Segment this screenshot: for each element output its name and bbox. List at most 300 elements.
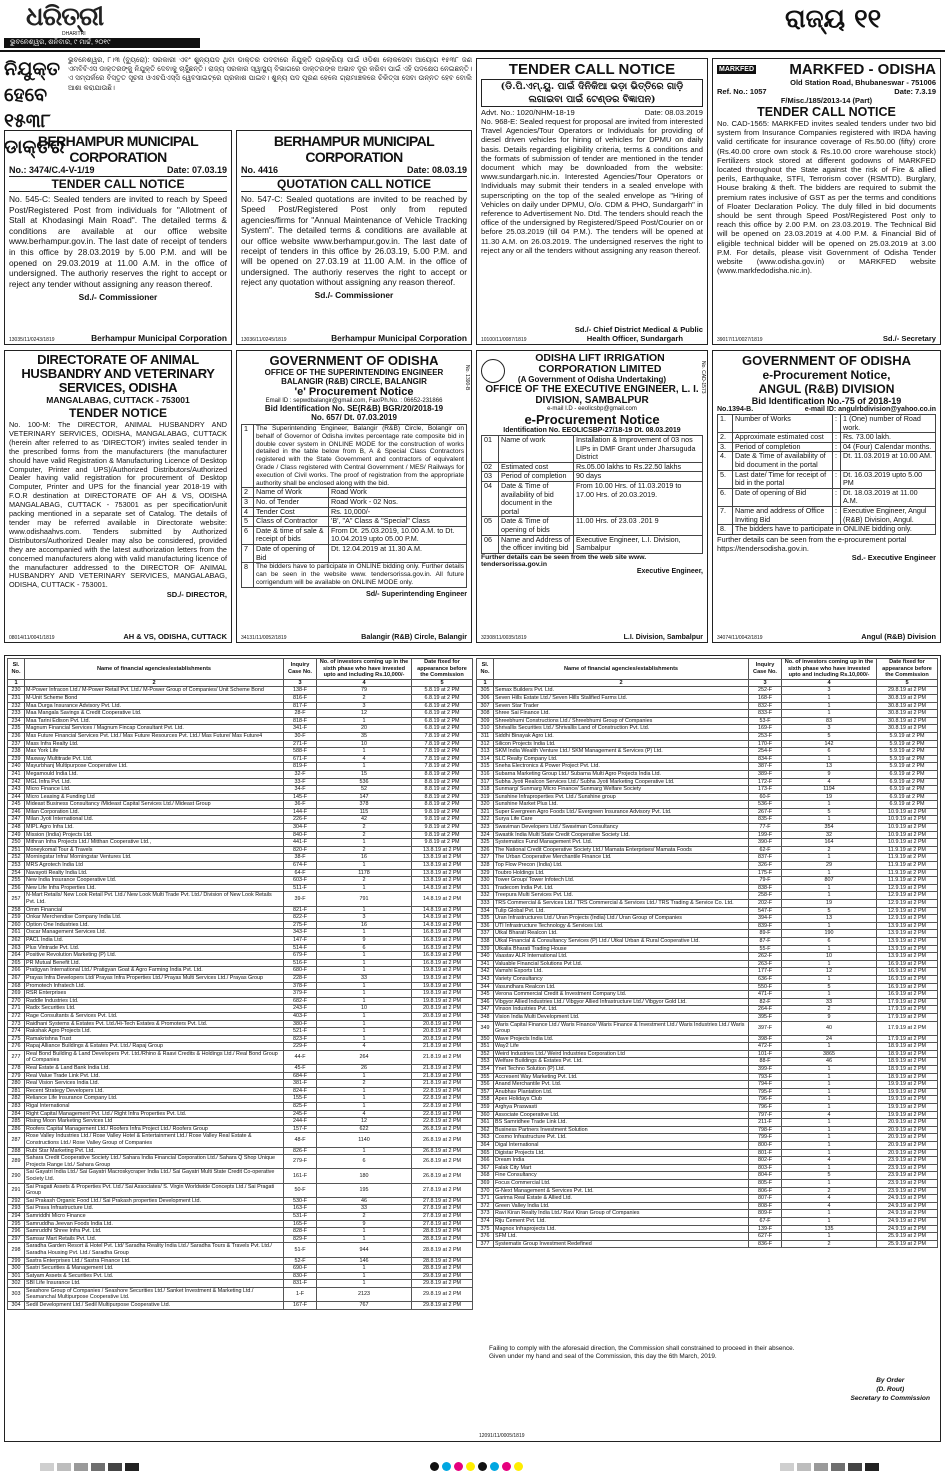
serial-number: 279 <box>8 1072 25 1080</box>
masthead-rule <box>0 50 945 52</box>
case-number: 275-F <box>284 921 317 929</box>
investor-count: 10 <box>317 740 412 748</box>
table-row <box>477 740 938 748</box>
agency-name: SFM Ltd. <box>494 1233 749 1241</box>
investor-count: 9 <box>317 1220 412 1228</box>
agency-name: Sedil Development Ltd./ Sedil Multipurpose Cooperative Ltd. <box>25 1302 284 1310</box>
serial-number: 357 <box>477 1088 494 1096</box>
investor-count: 115 <box>317 808 412 816</box>
serial-number: 250 <box>8 839 25 847</box>
agency-name: Sneha Electronics & Power Project Pvt. Ltd. <box>494 763 749 771</box>
investor-count: 1 <box>782 702 877 710</box>
row-value: Road Work <box>329 488 467 498</box>
investor-count: 146 <box>317 1257 412 1265</box>
hearing-date: 6.9.19 at 2 PM <box>877 770 938 778</box>
serial-number: 351 <box>477 1043 494 1051</box>
serial-number: 326 <box>477 846 494 854</box>
row-value: Executive Engineer, Angul (R&B) Division, Angul. <box>841 506 936 524</box>
table-row <box>477 1013 938 1021</box>
serial-number: 260 <box>8 921 25 929</box>
hearing-date: 22.8.19 at 2 PM <box>412 1110 473 1118</box>
row-number: 4. <box>718 452 733 470</box>
investor-count: 1 <box>782 1088 877 1096</box>
column-number-row <box>477 679 938 687</box>
serial-number: 340 <box>477 953 494 961</box>
ad-body: No. 545-C: Sealed tenders are invited to reach by Speed Post/Registered Post from individuals for "Allotment of Stall at Khodasingi Main Road". The detailed terms & conditions are available at our office website www.berhampur.gov.in. The last date of receipt of tenders in this office by 28.03.2019 by 5.00 P.M. and will be opened on 29.03.2019 at 11.00 A.M. in the office of undersigned. The authoriy reserves the right to accept or reject any tender without assigning any reason thereof. <box>9 194 227 289</box>
case-number: 835-F <box>749 816 782 824</box>
case-number: 387-F <box>749 763 782 771</box>
investor-count: 3 <box>317 702 412 710</box>
agency-name: Magnum Financial Services / Magnum Fincap Consultant Pvt. Ltd. <box>25 725 284 733</box>
table-row <box>477 854 938 862</box>
investor-count: 1 <box>782 1217 877 1225</box>
color-registration-dot <box>430 1462 439 1471</box>
serial-number: 269 <box>8 990 25 998</box>
ad-header <box>717 61 936 78</box>
agency-name: Oscar Management Services Ltd. <box>25 929 284 937</box>
serial-number: 238 <box>8 748 25 756</box>
agency-name: The Urban Cooperative Merchantile Finance Ltd. <box>494 854 749 862</box>
ad-number: Advt. No.: 1020/NHM-18-19 <box>481 108 575 117</box>
ad-number: Ref. No.: 1057 <box>717 87 767 96</box>
agency-name: MIPL Agro Infra Ltd. <box>25 824 284 832</box>
hearing-date: 11.9.19 at 2 PM <box>877 862 938 870</box>
case-number: 79-F <box>749 877 782 885</box>
case-number: 684-F <box>284 1072 317 1080</box>
table-row <box>8 936 473 944</box>
hearing-date: 30.8.19 at 2 PM <box>877 717 938 725</box>
ad-body: No. 968-E: Sealed request for proposal are invited from interested Travel Agencies/Tour Operators or Individuals for providing of diesel driven vehicles for hiring of vehicles for DPMU on daily basis. Details regarding eligibility criteria, terms & conditions and the formats of submission of tender are mentioned in the tender document which may be downloaded from the website: www.sundargarh.nic.in. Interested Agencies/Tour Operators or Individuals may submit their tenders in a sealed envelope with superscripting on the top of the sealed envelope as "Hiring of Vehicles on daily under DPMU, O/o. CDM & PHO, Sundargarh" in reference to Advertisement No. Dtd. The tenders should reach the office of the undersigned by Registered/Speed Post/Courier on or before 25.03.2019 (till 04 P.M.). The tenders will be opened at 11.30 A.M. on 26.03.2019. The undersigned reserves the right to reject any or all the tenders without assigning any reason thereof. <box>481 117 703 255</box>
investor-count: 42 <box>317 816 412 824</box>
table-row <box>477 717 938 725</box>
hearing-date: 5.9.19 at 2 PM <box>877 732 938 740</box>
column-header: Name of financial agencies/establishments <box>494 659 749 680</box>
row-colon: : <box>833 433 841 443</box>
investor-count: 1 <box>317 862 412 870</box>
hearing-date: 9.8.19 at 2 PM <box>412 808 473 816</box>
case-number: 682-F <box>284 997 317 1005</box>
serial-number: 244 <box>8 793 25 801</box>
serial-number: 276 <box>8 1043 25 1051</box>
agency-name: Max York Life <box>25 748 284 756</box>
agency-name: Systematix Group Investment Redefined <box>494 1240 749 1248</box>
serial-number: 273 <box>8 1020 25 1028</box>
case-number: 797-F <box>749 1111 782 1119</box>
ad-berhampur-tender <box>4 130 232 345</box>
agency-name: New Life Infra Properties Ltd. <box>25 884 284 892</box>
hearing-date: 27.8.19 at 2 PM <box>412 1212 473 1220</box>
agency-name: Semax Builders Pvt. Ltd. <box>494 687 749 695</box>
section-title: ରାଜ୍ୟ ୧୧ <box>785 4 882 34</box>
case-number: 36-F <box>284 801 317 809</box>
table-row <box>477 983 938 991</box>
serial-number: 344 <box>477 983 494 991</box>
row-number: 03 <box>482 472 499 482</box>
hearing-date: 21.8.19 at 2 PM <box>412 1080 473 1088</box>
agency-name: Treepura Multi Services Pvt. Ltd. <box>494 892 749 900</box>
serial-number: 374 <box>477 1217 494 1225</box>
case-number: 168-F <box>749 694 782 702</box>
hearing-date: 13.9.19 at 2 PM <box>877 937 938 945</box>
serial-number: 364 <box>477 1142 494 1150</box>
investor-count: 1 <box>317 1103 412 1111</box>
agency-name: Subarna Marketing Group Ltd./ Subarna Multi Agro Projects India Ltd. <box>494 770 749 778</box>
investor-count: 24 <box>782 1035 877 1043</box>
agency-name: M-Power Infracon Ltd./ M-Power Retail Pvt. Ltd./ M-Power Group of Companies/ Unit Scheme Bond <box>25 687 284 695</box>
table-row <box>8 748 473 756</box>
table-row <box>8 687 473 695</box>
investor-count: 791 <box>317 892 412 906</box>
serial-number: 342 <box>477 968 494 976</box>
case-number: 326-F <box>749 862 782 870</box>
table-row <box>8 914 473 922</box>
case-number: 793-F <box>749 1073 782 1081</box>
case-number: 155-F <box>284 1095 317 1103</box>
agency-name: Systematics Fund Management Pvt. Ltd. <box>494 839 749 847</box>
row-value: 'B', "A" Class & "Special" Class <box>329 517 467 527</box>
ad-code: 39017/11/0027/1819 <box>717 337 763 343</box>
agency-name: Seven Hills Estate Ltd./ Seven Hills Stalified Farms Ltd. <box>494 694 749 702</box>
agency-name: Mithran Infra Projects Ltd./ Mitthan Cooperative Ltd., <box>25 839 284 847</box>
investor-count: 1 <box>782 960 877 968</box>
serial-number: 369 <box>477 1179 494 1187</box>
serial-number: 283 <box>8 1103 25 1111</box>
agency-name: Focus Commercial Ltd. <box>494 1179 749 1187</box>
serial-number: 339 <box>477 945 494 953</box>
investor-count: 2 <box>317 1080 412 1088</box>
investor-count: 1 <box>317 997 412 1005</box>
case-number: 53-F <box>749 717 782 725</box>
table-row <box>242 517 467 527</box>
table-row <box>8 831 473 839</box>
case-number: 837-F <box>749 854 782 862</box>
table-row <box>8 1243 473 1257</box>
gray-registration-bar <box>108 1463 122 1471</box>
row-value: From 10.00 Hrs. of 11.03.2019 to 17.00 Hrs. of 20.03.2019. <box>574 481 703 516</box>
agency-name: Vinson Industries Pvt. Ltd. <box>494 1006 749 1014</box>
case-number: 603-F <box>284 877 317 885</box>
ad-title: e-Procurement Notice <box>524 412 660 427</box>
serial-number: 253 <box>8 862 25 870</box>
serial-number: 322 <box>477 816 494 824</box>
hearing-date: 6.9.19 at 2 PM <box>877 786 938 794</box>
table-row <box>8 906 473 914</box>
row-label: Name of Work <box>254 488 329 498</box>
row-label: Date of opening of Bid <box>733 488 833 506</box>
agency-name: Business Partners Investment Solution <box>494 1126 749 1134</box>
table-row <box>718 415 936 433</box>
ad-sign-org: AH & VS, ODISHA, CUTTACK <box>123 632 227 641</box>
table-row: 1 The Superintending Engineer, Balangir (R&B) Circle, Bolangir on behalf of Governor of Odisha invites percentage rate composite bid in double cover system in ONLINE MODE for the construction of works detailed in the table below from B, A & Special Class Contractors registered with the State Government and contractors of equivalent Grade / Class registered with Central Government / MES/ Railways for execution of Civil works. The proof of registration from the appropriate authority shall be enclosed along with the bid. <box>242 425 467 488</box>
serial-number: 303 <box>8 1287 25 1301</box>
hearing-date: 10.9.19 at 2 PM <box>877 816 938 824</box>
row-value: Rs. 73.00 lakh. <box>841 433 936 443</box>
case-number: 390-F <box>749 839 782 847</box>
ad-email: Email ID : sepwdbalangir@gmail.com, Fax/Ph.No. : 06652-231866 <box>265 398 443 404</box>
agency-name: Rakshak Agro Projects Ltd. <box>25 1028 284 1036</box>
gray-registration-bar <box>797 1463 811 1471</box>
serial-number: 243 <box>8 786 25 794</box>
hearing-date: 23.9.19 at 2 PM <box>877 1157 938 1165</box>
agency-name: Subha Jyoti Realcon Services Ltd./ Subha Jyoti Marketing Cooperative Ltd. <box>494 778 749 786</box>
investor-count: 1194 <box>782 786 877 794</box>
hearing-date: 5.9.19 at 2 PM <box>877 755 938 763</box>
case-number: 67-F <box>749 1217 782 1225</box>
case-number: 101-F <box>749 1050 782 1058</box>
serial-number: 376 <box>477 1233 494 1241</box>
serial-number: 350 <box>477 1035 494 1043</box>
table-row <box>8 1280 473 1288</box>
ad-sign-title: Sd./- Secretary <box>882 334 936 343</box>
case-number: 803-F <box>749 1164 782 1172</box>
table-row <box>477 816 938 824</box>
hearing-date: 8.8.19 at 2 PM <box>412 778 473 786</box>
hearing-date: 13.9.19 at 2 PM <box>877 953 938 961</box>
case-number: 816-F <box>284 694 317 702</box>
serial-number: 370 <box>477 1187 494 1195</box>
investor-count: 1 <box>782 755 877 763</box>
case-number: 32-F <box>284 770 317 778</box>
investor-count: 1 <box>782 1210 877 1218</box>
ad-bid-id: Bid Identification No. SE(R&B) BGR/20/2018-19 <box>264 404 444 413</box>
hearing-date: 24.9.19 at 2 PM <box>877 1202 938 1210</box>
case-number: 161-F <box>284 1169 317 1183</box>
serial-number: 352 <box>477 1050 494 1058</box>
agency-name: Samruddhi Shree Infra Pvt. Ltd. <box>25 1228 284 1236</box>
table-row <box>477 975 938 983</box>
investor-count: 264 <box>317 1050 412 1064</box>
hearing-date: 23.9.19 at 2 PM <box>877 1164 938 1172</box>
investor-count: 9 <box>317 936 412 944</box>
serial-number: 245 <box>8 801 25 809</box>
table-row <box>477 1233 938 1241</box>
agency-name: Rose Valley Industries Ltd./ Rose Valley Hotel & Entertainment Ltd./ Rose Valley Real Estate & Constructions Ltd./ Rose Valley Group of Companies <box>25 1133 284 1147</box>
column-header: Sl. No. <box>8 659 25 680</box>
case-number: 834-F <box>749 755 782 763</box>
agency-name: Promotech Infratech Ltd. <box>25 982 284 990</box>
investor-count: 2 <box>317 846 412 854</box>
hearing-date: 11.9.19 at 2 PM <box>877 846 938 854</box>
serial-number: 334 <box>477 907 494 915</box>
table-row <box>477 1081 938 1089</box>
ad-code: 08014/11/0041/1819 <box>9 635 55 641</box>
investor-count: 1 <box>317 1280 412 1288</box>
investor-count: 1 <box>782 1233 877 1241</box>
serial-number: 360 <box>477 1111 494 1119</box>
table-row <box>8 1133 473 1147</box>
case-number: 254-F <box>749 748 782 756</box>
hearing-date: 7.8.19 at 2 PM <box>412 763 473 771</box>
serial-number: 293 <box>8 1205 25 1213</box>
investor-count: 5 <box>782 1172 877 1180</box>
table-row <box>8 1257 473 1265</box>
gray-registration-bar <box>865 1463 879 1471</box>
case-number: 679-F <box>284 952 317 960</box>
agency-name: Silicon Projects India Ltd. <box>494 740 749 748</box>
table-row <box>482 436 703 463</box>
table-row <box>8 967 473 975</box>
row-label: Date & Time of opening of bids <box>499 517 574 535</box>
agency-name: Utkal Financial & Consultancy Services (P) Ltd./ Utkal Urban & Rural Cooperative Ltd. <box>494 937 749 945</box>
ad-sign-org: L.I. Division, Sambalpur <box>623 634 703 641</box>
investor-count: 1 <box>317 1012 412 1020</box>
agency-name: New India Insurance Cooperative Ltd. <box>25 877 284 885</box>
hearing-date: 21.8.19 at 2 PM <box>412 1050 473 1064</box>
hearing-date: 21.8.19 at 2 PM <box>412 1065 473 1073</box>
agency-name: Seven Star Trader <box>494 702 749 710</box>
footnote-line: Failing to comply with the aforesaid direction, the Commission shall constrained to proceed in their absence. <box>489 1345 795 1352</box>
hearing-date: 18.9.19 at 2 PM <box>877 1050 938 1058</box>
hearing-date: 13.9.19 at 2 PM <box>877 945 938 953</box>
case-number: 1-F <box>284 1287 317 1301</box>
investor-count: 16 <box>317 854 412 862</box>
agency-name: Arghya Praswasti <box>494 1104 749 1112</box>
serial-number: 270 <box>8 997 25 1005</box>
table-row <box>477 1210 938 1218</box>
agency-name: Vamshi Exports Ltd. <box>494 968 749 976</box>
table-row <box>477 1096 938 1104</box>
ad-sign-org: Berhampur Municipal Corporation <box>91 333 227 343</box>
serial-number: 362 <box>477 1126 494 1134</box>
hearing-date: 6.8.19 at 2 PM <box>412 710 473 718</box>
table-row <box>8 929 473 937</box>
dateline: ଭୁବନେଶ୍ୱର, ଶନିବାର, ୯ ମାର୍ଚ୍ଚ, ୨୦୧୯ <box>4 38 200 48</box>
serial-number: 251 <box>8 846 25 854</box>
agency-name: SKM India Wealth Venture Ltd./ SKM Management & Services (P) Ltd. <box>494 748 749 756</box>
ad-berhampur-quotation <box>236 130 472 345</box>
agency-name: Option One Industries Ltd. <box>25 921 284 929</box>
table-row <box>477 1066 938 1074</box>
case-number: 795-F <box>749 1088 782 1096</box>
hearing-date: 26.8.19 at 2 PM <box>412 1133 473 1147</box>
row-value: 04 (Four) Calendar months. <box>841 442 936 452</box>
case-number: 838-F <box>749 884 782 892</box>
case-number: 267-F <box>749 808 782 816</box>
ad-office: OFFICE OF THE EXECUTIVE ENGINEER, L. I. DIVISION, SAMBALPUR <box>485 384 699 406</box>
investor-count: 1 <box>782 1073 877 1081</box>
serial-number: 249 <box>8 831 25 839</box>
investor-count: 3 <box>317 914 412 922</box>
investor-count: 944 <box>317 1243 412 1257</box>
table-row <box>8 1155 473 1169</box>
serial-number: 286 <box>8 1125 25 1133</box>
agency-name: N-Mart Retails/ New Look Retail Pvt. Ltd./ New Look Multi Trade Pvt. Ltd./ Division of New Look Retails Pvt. Ltd. <box>25 892 284 906</box>
case-number: 636-F <box>749 975 782 983</box>
hearing-date: 20.9.19 at 2 PM <box>877 1119 938 1127</box>
footnote-line: Given under my hand and seal of the Commission, this day the 6th March, 2019. <box>489 1353 717 1360</box>
case-number: 228-F <box>284 974 317 982</box>
hearing-date: 29.8.19 at 2 PM <box>412 1287 473 1301</box>
investor-count: 378 <box>317 801 412 809</box>
table-row <box>477 1073 938 1081</box>
agency-name: Megamould India Ltd. <box>25 770 284 778</box>
hearing-date: 7.8.19 at 2 PM <box>412 755 473 763</box>
investor-count: 4 <box>782 1202 877 1210</box>
table-row <box>242 544 467 562</box>
agency-name: Digistar Projects Ltd. <box>494 1149 749 1157</box>
ad-file-no: F/Misc./185/2013-14 (Part) <box>780 96 873 105</box>
table-row <box>8 921 473 929</box>
hearing-date: 19.8.19 at 2 PM <box>412 990 473 998</box>
ad-subtitle: (ଡି.ପି.ଏମ୍.ୟୁ. ପାଇଁ ଦିନିକିଆ ଭଡ଼ା ଭିତ୍ତିରେ ଗାଡ଼ି ଲଗାଇବା ପାଇଁ ଟେଣ୍ଡର ବିଜ୍ଞାପନ) <box>481 79 703 107</box>
table-row <box>477 1202 938 1210</box>
investor-count: 2 <box>782 1240 877 1248</box>
hearing-date: 11.9.19 at 2 PM <box>877 869 938 877</box>
hearing-date: 21.8.19 at 2 PM <box>412 1072 473 1080</box>
investor-count: 2 <box>782 846 877 854</box>
ad-bid-id: Bid Identification No.-75 of 2018-19 <box>751 396 902 406</box>
case-number: 226-F <box>284 816 317 824</box>
investor-count: 12 <box>317 1118 412 1126</box>
investor-count: 142 <box>782 740 877 748</box>
hearing-date: 11.9.19 at 2 PM <box>877 877 938 885</box>
ad-date: Date: 08.03.2019 <box>644 108 703 117</box>
investor-count: 147 <box>317 793 412 801</box>
serial-number: 264 <box>8 952 25 960</box>
serial-number: 231 <box>8 694 25 702</box>
table-row <box>477 1088 938 1096</box>
investor-count: 35 <box>317 732 412 740</box>
table-row <box>477 831 938 839</box>
case-number: 822-F <box>284 914 317 922</box>
case-number: 229-F <box>284 1043 317 1051</box>
case-number: 50-F <box>284 1183 317 1197</box>
case-number: 818-F <box>284 717 317 725</box>
table-row <box>477 922 938 930</box>
serial-number: 292 <box>8 1197 25 1205</box>
order-line: By Order <box>876 1377 905 1384</box>
case-number: 800-F <box>749 1142 782 1150</box>
investor-count: 1 <box>317 1028 412 1036</box>
column-header: Name of financial agencies/establishments <box>25 659 284 680</box>
hearing-date: 19.9.19 at 2 PM <box>877 1096 938 1104</box>
agency-name: Real Vision Services India Ltd. <box>25 1080 284 1088</box>
investor-count: 3865 <box>782 1050 877 1058</box>
registration-strip-right <box>780 1458 882 1468</box>
hearing-date: 26.8.19 at 2 PM <box>412 1147 473 1155</box>
investor-count: 40 <box>782 1021 877 1035</box>
case-number: 403-F <box>284 1012 317 1020</box>
column-number-row <box>8 679 473 687</box>
ad-side-number: No. 1390-B <box>464 365 470 391</box>
case-number: 472-F <box>749 1043 782 1051</box>
column-number: 2 <box>494 679 749 687</box>
table-row <box>477 869 938 877</box>
serial-number: 377 <box>477 1240 494 1248</box>
table-row <box>477 1119 938 1127</box>
serial-number: 321 <box>477 808 494 816</box>
agency-name: Pratigyan International Ltd./ Pratigyan Goat & Agro Farming India Pvt. Ltd. <box>25 967 284 975</box>
table-row <box>8 952 473 960</box>
table-row <box>477 778 938 786</box>
case-number: 531-F <box>284 1212 317 1220</box>
hearing-date: 16.9.19 at 2 PM <box>877 975 938 983</box>
serial-number: 259 <box>8 914 25 922</box>
table-row <box>477 748 938 756</box>
investor-count: 2 <box>317 831 412 839</box>
table-row <box>8 786 473 794</box>
table-row <box>8 1043 473 1051</box>
investor-count: 4 <box>317 1110 412 1118</box>
table-row <box>718 488 936 506</box>
hearing-date: 20.9.19 at 2 PM <box>877 1142 938 1150</box>
agency-name: Mass Infra Realty Ltd. <box>25 740 284 748</box>
investor-count: 2123 <box>317 1287 412 1301</box>
hearing-date: 10.9.19 at 2 PM <box>877 839 938 847</box>
ad-sign-org: Health Officer, Sundargarh <box>586 334 683 343</box>
serial-number: 368 <box>477 1172 494 1180</box>
case-number: 530-F <box>284 1197 317 1205</box>
